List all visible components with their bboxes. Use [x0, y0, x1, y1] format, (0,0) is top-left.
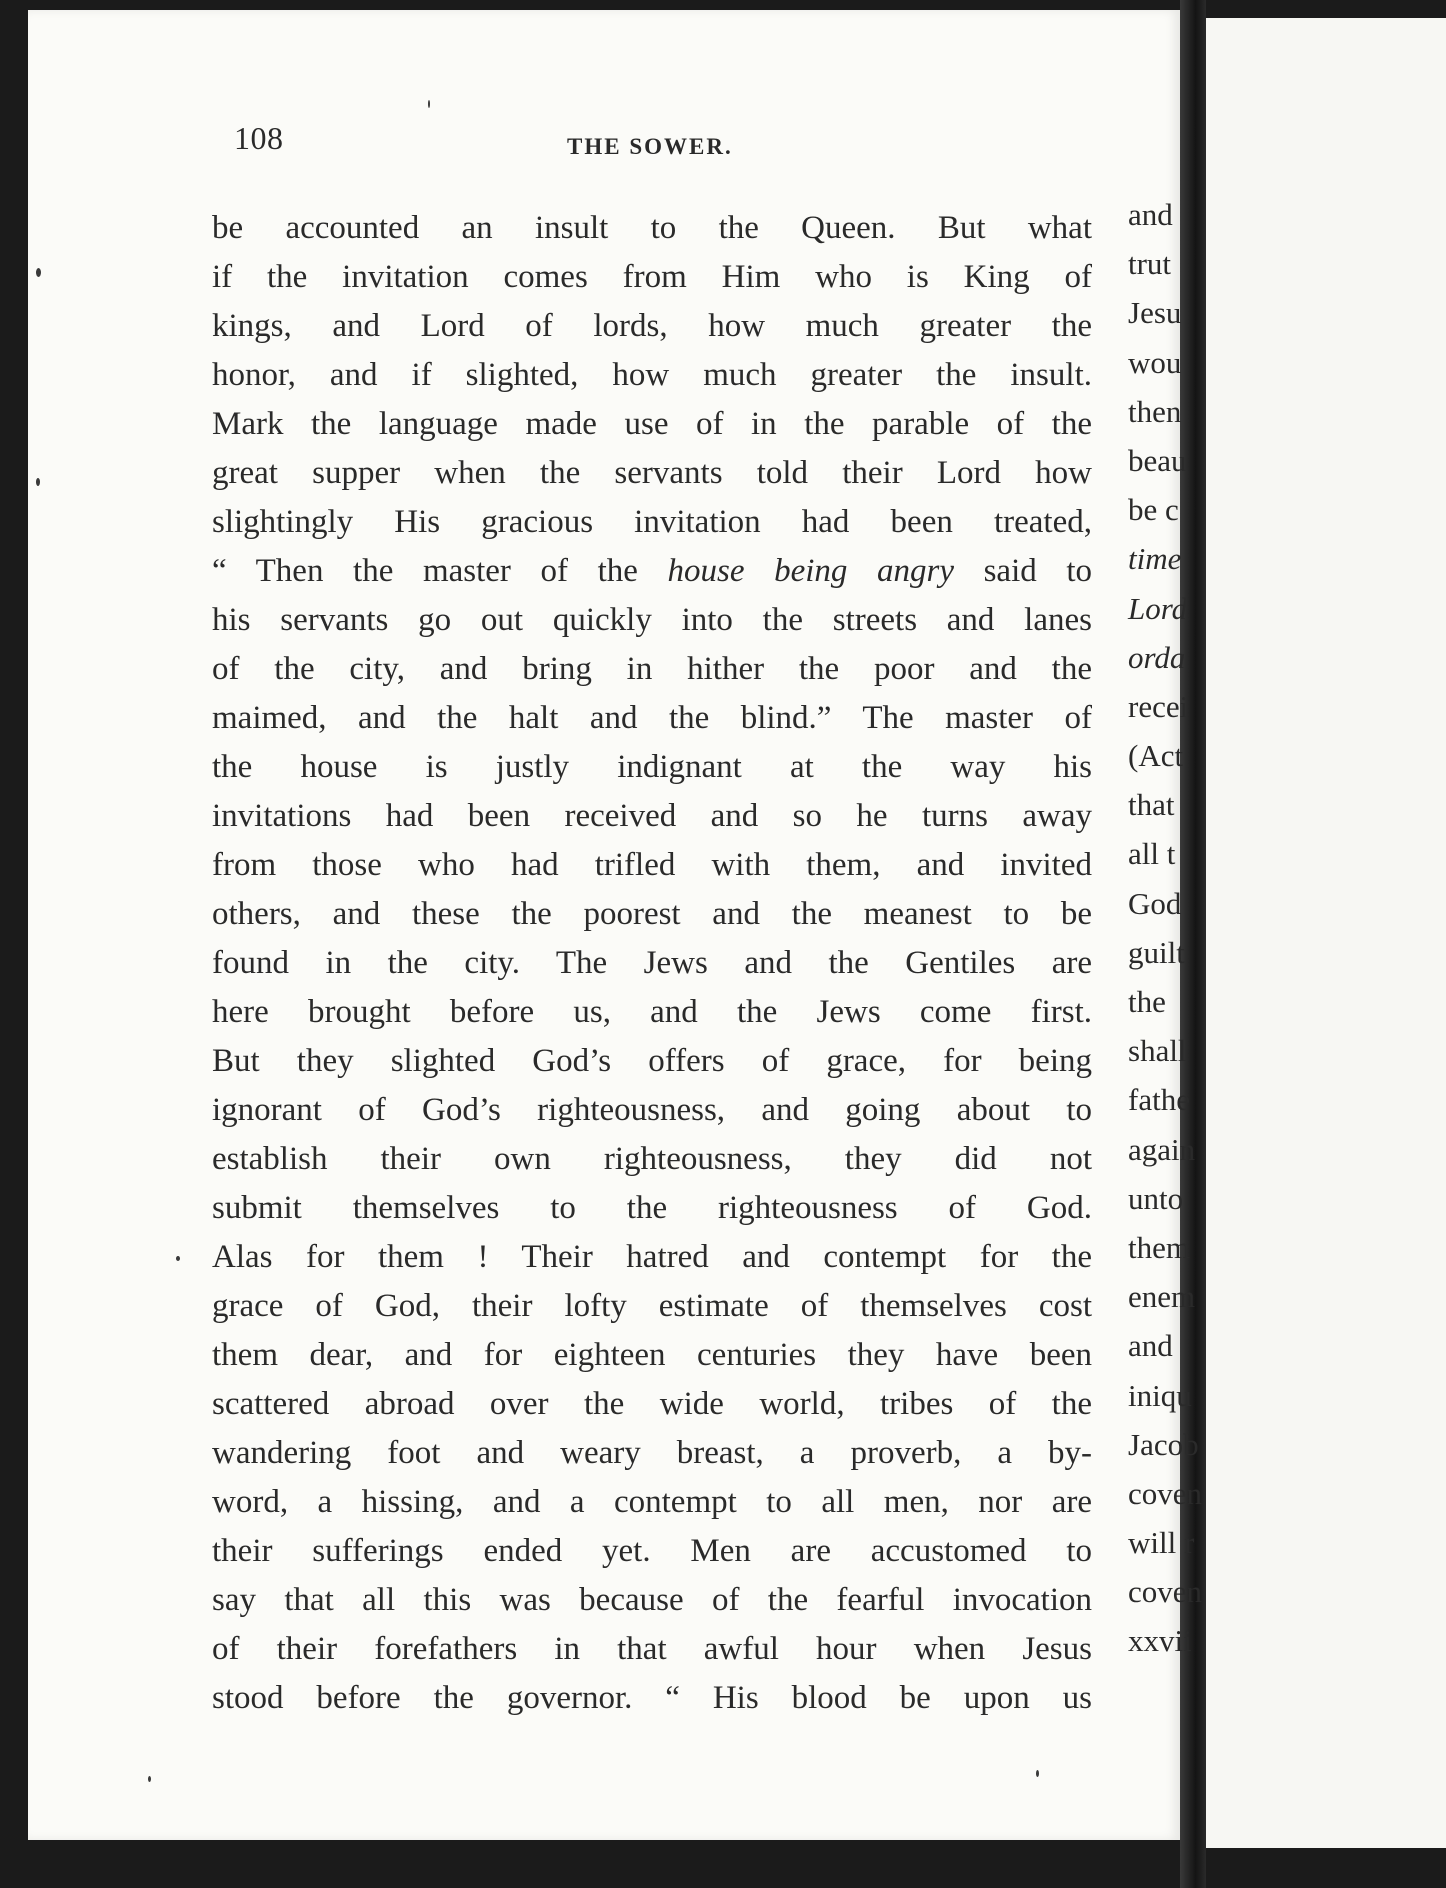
- scan-speck: [36, 268, 41, 277]
- right-page: [1128, 18, 1446, 1848]
- right-page-line: and: [1128, 197, 1173, 232]
- body-text: [212, 204, 1092, 1723]
- right-page-line: will r: [1128, 1525, 1195, 1561]
- text-line: wandering foot and weary breast, a proverb, a by-: [212, 1435, 1092, 1471]
- right-page-line: them: [1128, 1229, 1190, 1265]
- right-page-line: be c: [1128, 492, 1179, 528]
- text-line: slightingly His gracious invitation had been treated,: [212, 504, 1092, 540]
- text-line: say that all this was because of the fearful invocation: [212, 1582, 1092, 1618]
- right-page-line: again: [1128, 1131, 1196, 1167]
- text-line: honor, and if slighted, how much greater the insult.: [212, 357, 1092, 393]
- text-line: if the invitation comes from Him who is King of: [212, 259, 1092, 295]
- right-page-line: God: [1128, 885, 1182, 921]
- text-line: of their forefathers in that awful hour when Jesus: [212, 1631, 1092, 1667]
- text-line: be accounted an insult to the Queen. But what: [212, 210, 1092, 246]
- italic-phrase: house being angry: [667, 553, 954, 589]
- text-line: found in the city. The Jews and the Gentiles are: [212, 945, 1092, 981]
- right-page-line: shall: [1128, 1033, 1187, 1069]
- text-line: grace of God, their lofty estimate of themselves cost: [212, 1288, 1092, 1324]
- right-page-line: then: [1128, 393, 1182, 429]
- text-line: others, and these the poorest and the meanest to be: [212, 896, 1092, 932]
- text-line: word, a hissing, and a contempt to all men, nor are: [212, 1484, 1092, 1520]
- text-line: Mark the language made use of in the parable of the: [212, 406, 1092, 442]
- right-page-line: guilt: [1128, 934, 1185, 970]
- text-line: invitations had been received and so he turns away: [212, 798, 1092, 834]
- text-line: stood before the governor. “ His blood be upon us: [212, 1680, 1092, 1716]
- text-line: here brought before us, and the Jews come first.: [212, 994, 1092, 1030]
- right-page-line: and: [1128, 1328, 1173, 1364]
- scan-speck: [428, 100, 430, 108]
- scan-speck: [1036, 1770, 1039, 1777]
- text-line: their sufferings ended yet. Men are accustomed to: [212, 1533, 1092, 1569]
- right-page-line: Lord: [1128, 590, 1188, 626]
- right-page-line: that: [1128, 787, 1175, 823]
- text-line: kings, and Lord of lords, how much greater the: [212, 308, 1092, 344]
- text-line: his servants go out quickly into the streets and lanes: [212, 602, 1092, 638]
- right-page-line: coven: [1128, 1574, 1203, 1610]
- right-page-line: unto: [1128, 1180, 1184, 1216]
- text-line: But they slighted God’s offers of grace, for being: [212, 1043, 1092, 1079]
- text-line: great supper when the servants told their Lord how: [212, 455, 1092, 491]
- page-number: 108: [234, 120, 284, 156]
- text-line: submit themselves to the righteousness of God.: [212, 1190, 1092, 1226]
- text-line: from those who had trifled with them, and invited: [212, 847, 1092, 883]
- text-line: maimed, and the halt and the blind.” The master of: [212, 700, 1092, 736]
- right-page-line: Jacob: [1128, 1426, 1199, 1462]
- scan-speck: [36, 478, 40, 486]
- text-line: the house is justly indignant at the way his: [212, 749, 1092, 785]
- right-page-line: time: [1128, 541, 1182, 577]
- right-page-line: the: [1128, 984, 1166, 1019]
- text-line: them dear, and for eighteen centuries they have been: [212, 1337, 1092, 1373]
- right-page-line: Jesu: [1128, 295, 1182, 331]
- right-page-line: enem: [1128, 1279, 1196, 1315]
- right-page-line: all t: [1128, 836, 1176, 872]
- page-header-title: THE SOWER.: [567, 134, 733, 159]
- right-page-line: iniqu: [1128, 1377, 1192, 1413]
- running-head: [234, 120, 1114, 160]
- text-line: of the city, and bring in hither the poor and the: [212, 651, 1092, 687]
- text-line: Alas for them ! Their hatred and contempt for the: [212, 1239, 1092, 1275]
- scan-speck: [148, 1776, 151, 1782]
- right-page-line: xxvii: [1128, 1623, 1192, 1659]
- right-page-line: coven: [1128, 1475, 1203, 1511]
- right-page-line: wou: [1128, 344, 1182, 380]
- right-page-text: [1128, 190, 1328, 1666]
- text-line: establish their own righteousness, they did not: [212, 1141, 1092, 1177]
- text-line: “ Then the master of the house being angry said to: [212, 553, 1092, 589]
- right-page-line: trut: [1128, 246, 1172, 282]
- right-page-line: beau: [1128, 442, 1187, 478]
- right-page-line: fathe: [1128, 1082, 1190, 1118]
- text-line: ignorant of God’s righteousness, and going about to: [212, 1092, 1092, 1128]
- right-page-line: orda: [1128, 639, 1186, 675]
- text-line: scattered abroad over the wide world, tribes of the: [212, 1386, 1092, 1422]
- scan-speck: [176, 1256, 180, 1261]
- right-page-line: recei: [1128, 688, 1189, 724]
- right-page-line: (Act: [1128, 738, 1184, 774]
